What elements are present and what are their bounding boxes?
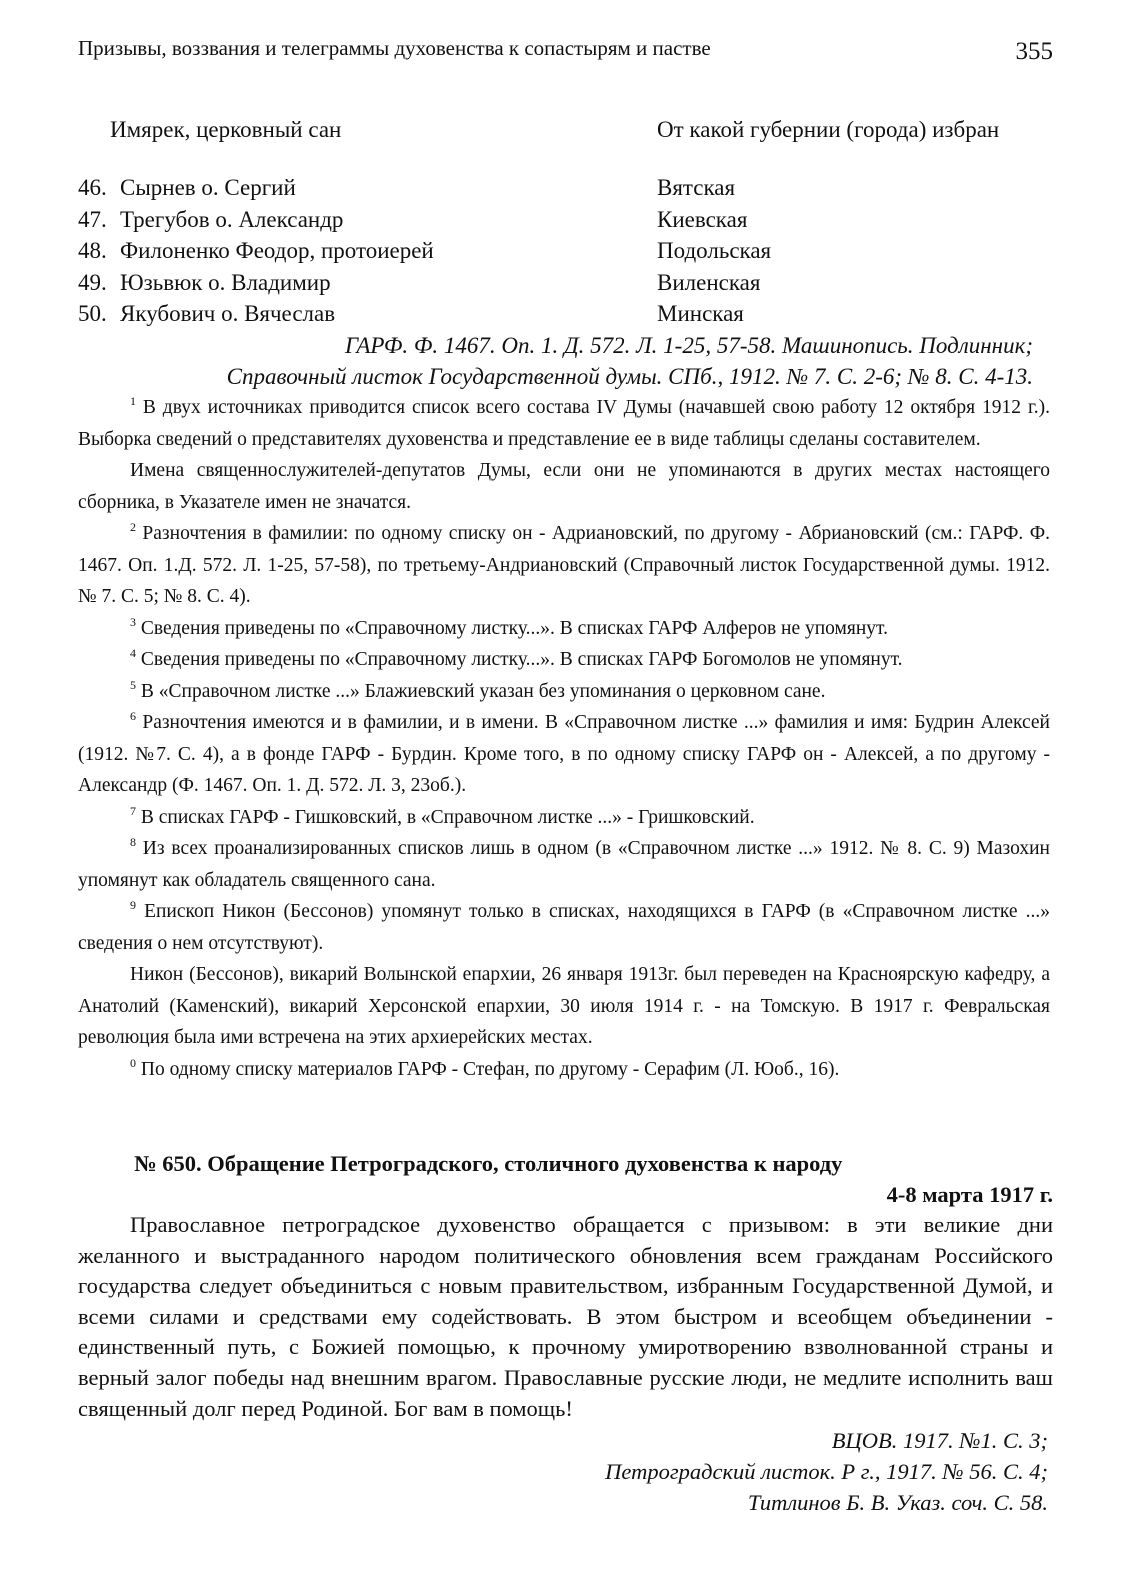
footnote-text: Сведения приведены по «Справочному листку...». В списках ГАРФ Алферов не упомянут. — [136, 617, 888, 639]
footnote — [78, 392, 1050, 455]
footnote-marker: 6 — [130, 709, 136, 723]
document-date: 4-8 марта 1917 г. — [886, 1182, 1053, 1207]
document-title: № 650. Обращение Петроградского, столичного духовенства к народу — [134, 1151, 843, 1176]
footnotes — [78, 392, 1050, 1085]
footnote — [78, 518, 1050, 613]
footnote — [78, 1054, 1050, 1086]
archival-source — [78, 330, 1033, 392]
footnote-marker: 8 — [130, 835, 136, 849]
footnote-marker: 9 — [130, 898, 136, 912]
row-province: Киевская — [657, 206, 748, 232]
footnote-text: В списках ГАРФ - Гишковский, в «Справочном листке ...» - Гришковский. — [136, 806, 755, 828]
row-name: Якубович о. Вячеслав — [120, 301, 336, 326]
row-number: 47. — [78, 206, 107, 232]
source-line: ГАРФ. Ф. 1467. Оп. 1. Д. 572. Л. 1-25, 57-58. Машинопись. Подлинник; — [345, 333, 1033, 358]
table-row — [78, 204, 1053, 236]
table-body — [78, 172, 1053, 330]
footnote-text: Имена священнослужителей-депутатов Думы, если они не упоминаются в других местах настоящего сборника, в Указателе имен не значатся. — [78, 460, 1050, 513]
footnote-marker: 4 — [130, 646, 136, 660]
document-heading — [78, 1148, 1053, 1210]
footnote — [78, 833, 1050, 896]
footnote-text: Из всех проанализированных списков лишь в одном (в «Справочном листке ...» 1912. № 8. С. 9) Мазохин упомянут как обладатель священного сана. — [78, 838, 1050, 891]
footnote — [78, 707, 1050, 802]
footnote — [78, 644, 1050, 676]
footnote-text: Разночтения имеются и в фамилии, и в имени. В «Справочном листке ...» фамилия и имя: Будрин Алексей (1912. №7. С. 4), а в фонде ГАРФ - Бурдин. Кроме того, в по одному списку ГАРФ он - Алексей, а по другому - Александр (Ф. 1467. Оп. 1. Д. 572. Л. 3, 23об.). — [78, 712, 1050, 796]
row-province: Подольская — [657, 238, 772, 263]
footnote-marker: 7 — [130, 803, 136, 818]
table-row — [78, 235, 1053, 267]
row-number: 49. — [78, 269, 107, 295]
footnote-text: В двух источниках приводится список всего состава IV Думы (начавшей свою работу 12 октября 1912 г.). Выборка сведений о представителях духовенства и представление ее в виде таблицы сделаны составителем. — [78, 397, 1050, 450]
body-paragraph: Православное петроградское духовенство обращается с призывом: в эти великие дни желанного и выстраданного народом политического обновления всем гражданам Российского государства следует объединиться с новым правительством, избранным Государственной Думой, и всеми силами и средствами ему содействовать. В этом быстром и всеобщем объединении - единственный путь, с Божией помощью, к прочному умиротворению взволнованной страны и верный залог победы над внешним врагом. Православные русские люди, не медлите исполнить ваш священный долг перед Родиной. Бог вам в помощь! — [78, 1212, 1053, 1421]
row-province: Минская — [657, 301, 744, 326]
footnote-marker: 1 — [130, 394, 136, 408]
document-references — [78, 1425, 1048, 1518]
table-row — [78, 298, 1053, 330]
reference-line: Петроградский листок. Р г., 1917. № 56. С. 4; — [605, 1459, 1048, 1484]
footnote — [78, 802, 1050, 834]
footnote-marker: 5 — [130, 677, 136, 692]
footnote-marker: 2 — [130, 520, 136, 534]
deputies-table — [78, 117, 1053, 326]
row-province: Вятская — [657, 175, 736, 200]
footnote-text: По одному списку материалов ГАРФ - Стефан, по другому - Серафим (Л. Юоб., 16). — [136, 1058, 840, 1080]
row-province: Виленская — [657, 269, 761, 295]
table-row — [78, 172, 1053, 204]
column-header-name: Имярек, церковный сан — [110, 117, 342, 142]
row-number: 50. — [78, 301, 107, 326]
row-name: Трегубов о. Александр — [120, 206, 344, 232]
row-number: 46. — [78, 175, 107, 200]
table-row — [78, 267, 1053, 299]
page-number: 355 — [1015, 38, 1053, 65]
column-header-province: От какой губернии (города) избран — [657, 117, 1000, 142]
source-line: Справочный листок Государственной думы. СПб., 1912. № 7. С. 2-6; № 8. С. 4-13. — [226, 364, 1033, 389]
footnote — [78, 676, 1050, 708]
footnote — [78, 959, 1050, 1054]
footnote-text: Сведения приведены по «Справочному листку...». В списках ГАРФ Богомолов не упомянут. — [136, 649, 903, 670]
reference-line: ВЦОВ. 1917. №1. С. 3; — [831, 1428, 1048, 1453]
row-number: 48. — [78, 238, 107, 263]
footnote-text: Епископ Никон (Бессонов) упомянут только в списках, находящихся в ГАРФ (в «Справочном листке ...» сведения о нем отсутствуют). — [78, 901, 1050, 954]
footnote — [78, 896, 1050, 959]
reference-line: Титлинов Б. В. Указ. соч. С. 58. — [747, 1490, 1048, 1515]
footnote-text: Разночтения в фамилии: по одному списку он - Адриановский, по другому - Абриановский (см.: ГАРФ. Ф. 1467. Оп. 1.Д. 572. Л. 1-25, 57-58), по третьему-Андриановский (Справочный листок Государственной думы. 1912. № 7. С. 5; № 8. С. 4). — [78, 523, 1050, 607]
footnote-marker: 0 — [130, 1055, 136, 1070]
footnote — [78, 455, 1050, 518]
row-name: Сырнев о. Сергий — [120, 175, 296, 200]
footnote-text: В «Справочном листке ...» Блажиевский указан без упоминания о церковном сане. — [136, 680, 826, 702]
footnote-text: Никон (Бессонов), викарий Волынской епархии, 26 января 1913г. был переведен на Красноярскую кафедру, а Анатолий (Каменский), викарий Херсонской епархии, 30 июля 1914 г. - на Томскую. В 1917 г. Февральская революция была ими встречена на этих архиерейских местах. — [78, 964, 1050, 1048]
running-title: Призывы, воззвания и телеграммы духовенства к сопастырям и пастве — [78, 36, 711, 60]
table-header — [78, 117, 1053, 151]
footnote-marker: 3 — [130, 614, 136, 629]
row-name: Филоненко Феодор, протоиерей — [120, 238, 434, 263]
footnote — [78, 613, 1050, 645]
row-name: Юзьвюк о. Владимир — [120, 269, 331, 295]
document-body — [78, 1210, 1053, 1424]
